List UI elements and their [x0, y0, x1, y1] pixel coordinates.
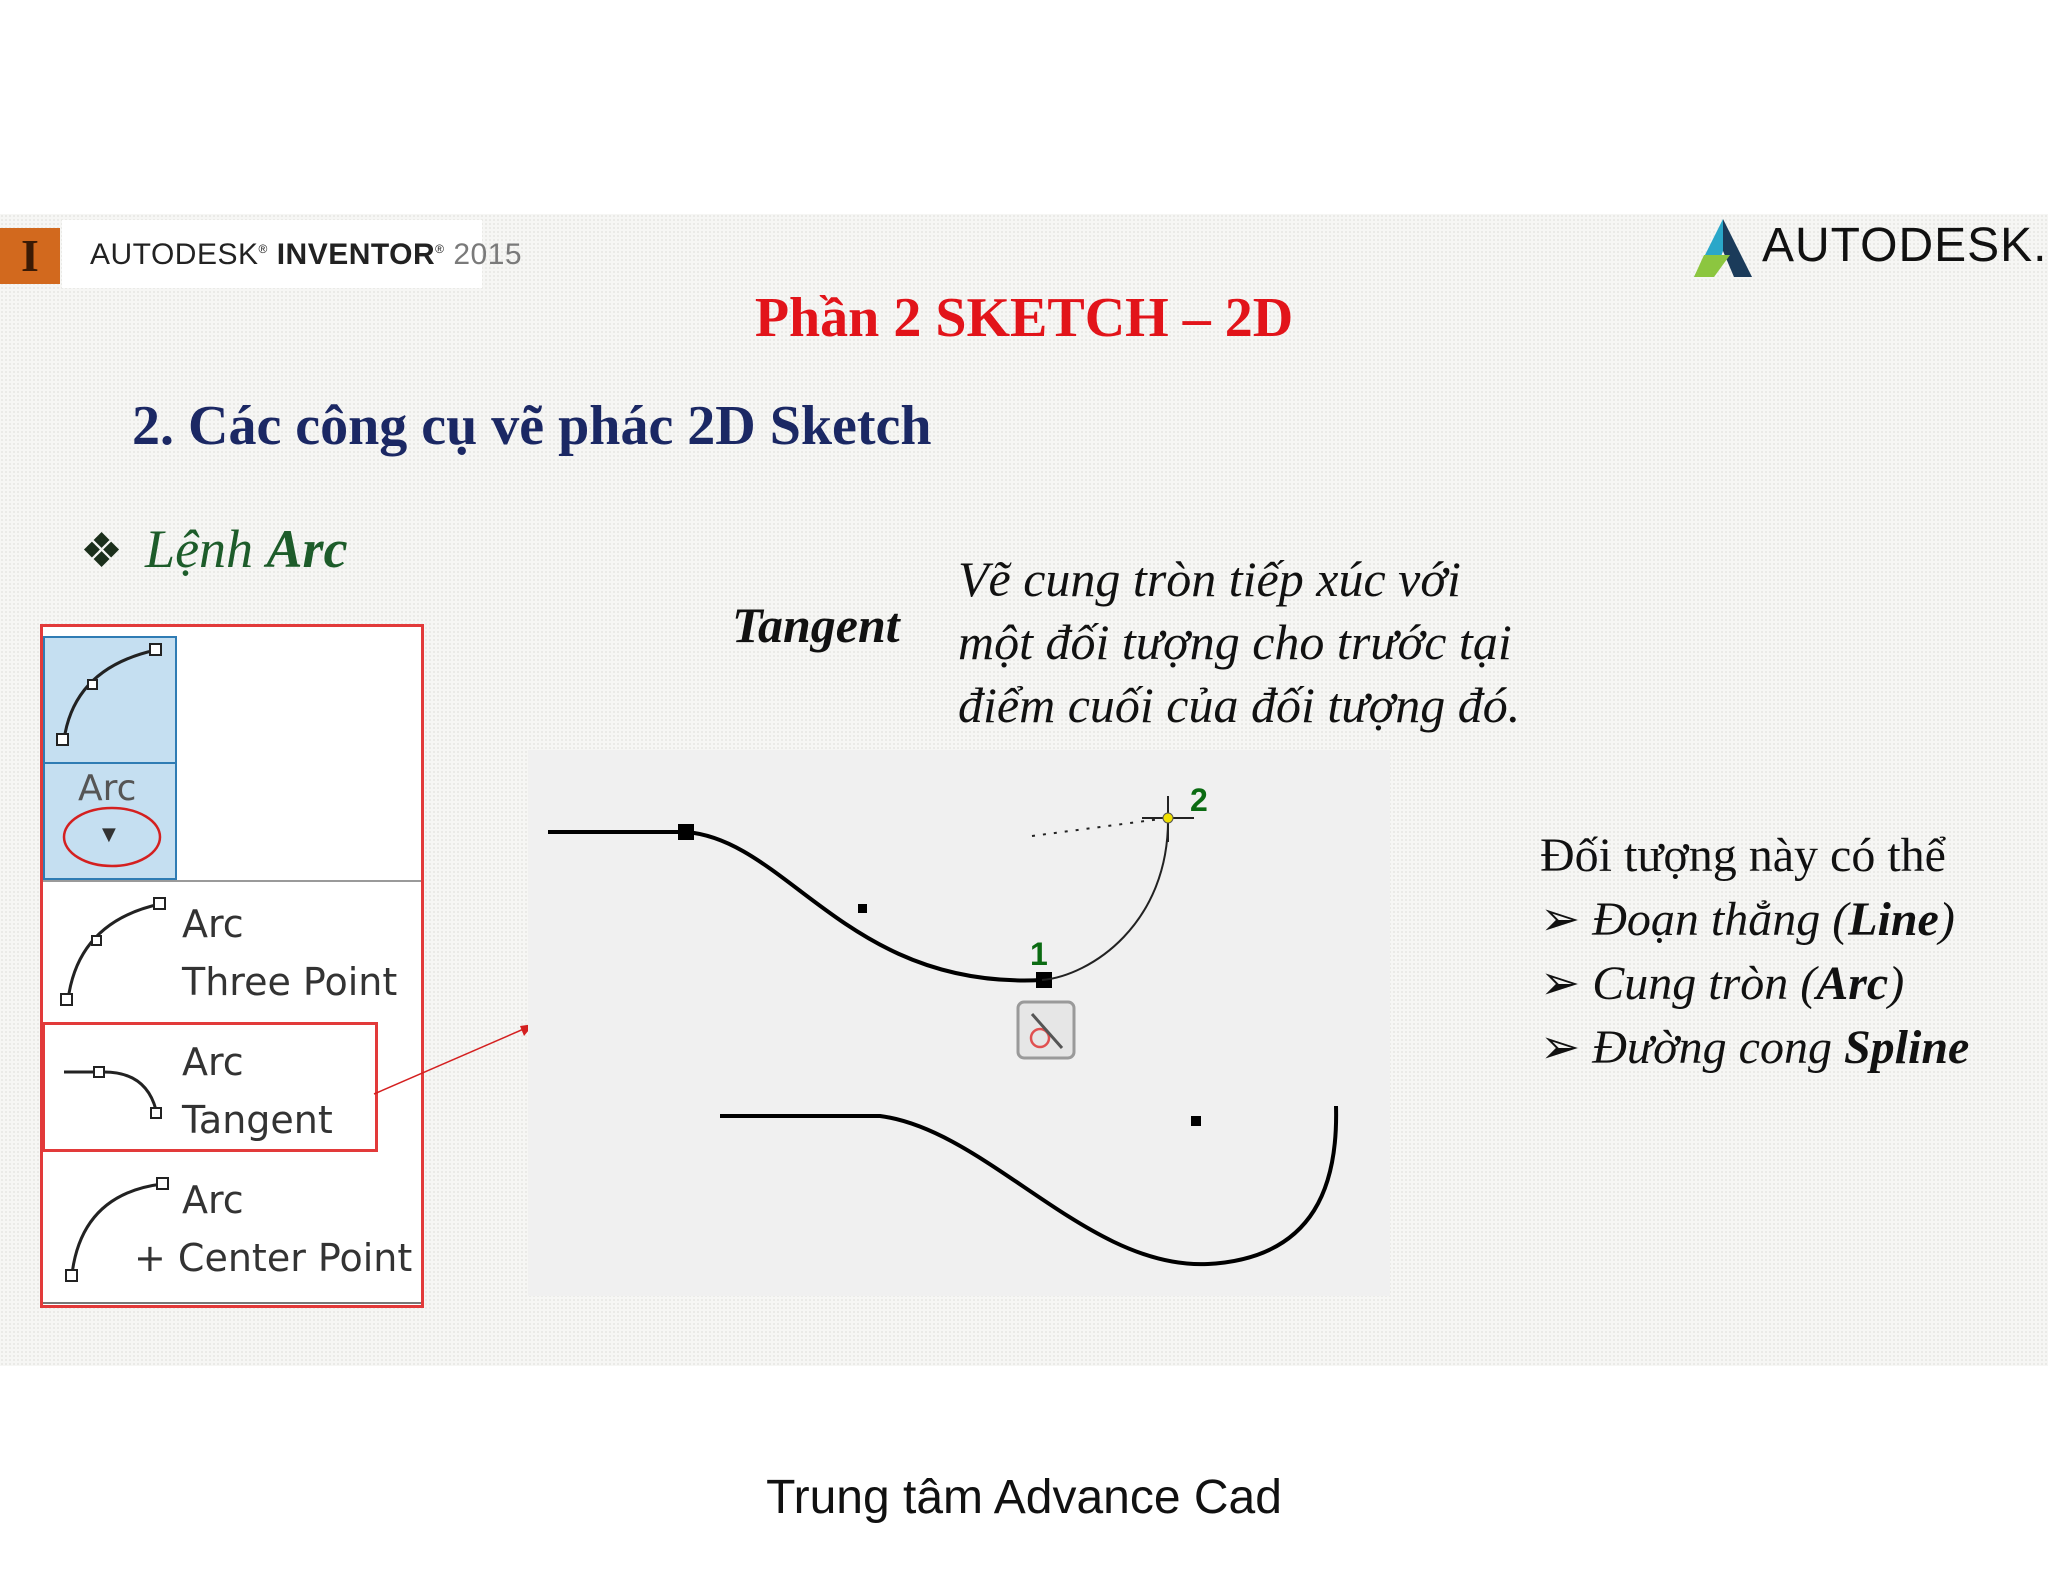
menu-item-subtitle: Three Point — [182, 960, 398, 1004]
object-type-arc: ➢ Cung tròn (Arc) — [1540, 957, 1905, 1010]
menu-item-subtitle: + Center Point — [134, 1236, 413, 1280]
diamond-bullet-icon: ❖ — [80, 525, 124, 578]
autodesk-logo-icon — [1690, 215, 1756, 281]
tangent-label: Tangent — [732, 597, 900, 653]
section-subtitle: 2. Các công cụ vẽ phác 2D Sketch — [132, 395, 932, 457]
object-type-line: ➢ Đoạn thẳng (Line) — [1540, 893, 1955, 946]
menu-item-title: Arc — [182, 1178, 244, 1222]
pointer-arrow — [370, 1010, 540, 1100]
inventor-brand-text: AUTODESK® INVENTOR® 2015 — [90, 238, 523, 271]
dropdown-arrow-icon[interactable]: ▼ — [102, 824, 116, 845]
inventor-logo-icon: I — [0, 228, 60, 284]
autodesk-logo-text: AUTODESK. — [1762, 219, 2048, 272]
arc-three-point-icon — [56, 894, 176, 1010]
dropdown-highlight-circle — [60, 804, 164, 870]
object-type-spline: ➢ Đường cong Spline — [1540, 1021, 1970, 1074]
menu-item-title: Arc — [182, 1040, 244, 1084]
footer-text: Trung tâm Advance Cad — [766, 1471, 1282, 1524]
arc-tangent-icon — [60, 1044, 170, 1124]
object-types-intro: Đối tượng này có thể — [1540, 829, 1946, 882]
tangent-description: Vẽ cung tròn tiếp xúc với một đối tượng cho trước tại điểm cuối của đối tượng đó. — [958, 551, 1521, 733]
object-types-text — [1540, 824, 1969, 1080]
menu-bottom-border — [43, 1302, 421, 1304]
menu-item-title: Arc — [182, 902, 244, 946]
slide-title: Phần 2 SKETCH – 2D — [754, 287, 1294, 349]
arc-button-label: Arc — [78, 768, 137, 809]
sketch-curves — [528, 750, 1390, 1296]
menu-item-subtitle: Tangent — [182, 1098, 333, 1142]
menu-separator — [43, 880, 421, 882]
command-heading: ❖ Lệnh Arc — [80, 519, 348, 579]
split-divider — [45, 762, 175, 764]
arc-three-point-icon — [52, 640, 172, 750]
point-label-2: 2 — [1190, 782, 1208, 818]
point-label-1: 1 — [1030, 936, 1048, 972]
